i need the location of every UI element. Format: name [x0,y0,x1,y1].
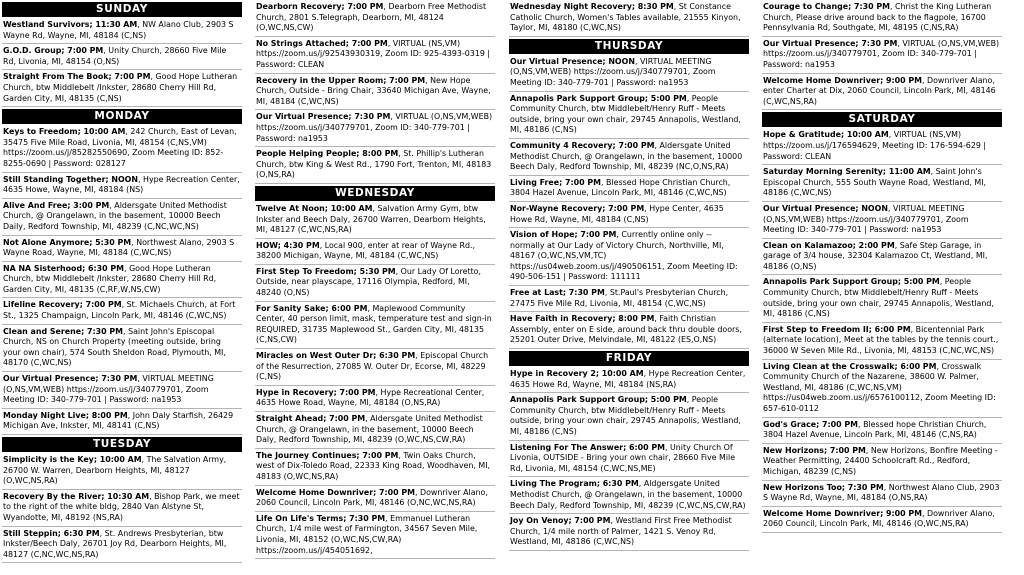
meeting-details: , Episcopal Church of the Resurrection, 27085 W. Outer Dr, Ecorse, MI, 48229 (C,NS) [256,351,489,382]
meeting-details: , St.Paul's Presbyterian Church, 27475 Five Mile Rd, Livonia, MI, 48154 (C,WC,NS) [510,288,729,308]
meeting-title: Wednesday Night Recovery; 8:30 PM [510,2,674,11]
meeting-entry [509,176,749,202]
meeting-details: , The Salvation Army, 26700 W. Warren, Dearborn Heights, MI, 48127 (O,WC,NS,RA) [3,455,227,486]
meeting-entry [2,173,242,199]
meeting-details: , Crosswalk Community Church of the Nazarene, 38600 W. Palmer, Westland, MI, 48186 (C,WC,NS,VM) https://us04web.zoom.us/j/6576100112, Zoom Meeting ID: 657-610-0112 [763,361,996,413]
meeting-title: Have Faith in Recovery; 8:00 PM [510,314,655,324]
column-4 [762,0,1002,575]
meeting-details: , NW Alano Club, 2903 S Wayne Rd, Wayne, MI, 48184 (C,NS) [3,20,234,40]
meeting-title: Straight From The Book; 7:00 PM [3,72,151,82]
meeting-title: First Step To Freedom; 5:30 PM [256,266,396,276]
meeting-entry [762,239,1002,276]
meeting-title: Welcome Home Downriver; 7:00 PM [256,487,416,497]
meeting-title: Keys to Freedom; 10:00 AM [3,127,126,137]
meeting-entry [255,0,495,37]
meeting-title: Community 4 Recovery; 7:00 PM [510,140,655,150]
meeting-title: Living Free; 7:00 PM [510,177,601,187]
meeting-title: Annapolis Park Support Group; 5:00 PM [510,93,687,103]
meeting-title: Recovery By the River; 10:30 AM [3,491,150,501]
meeting-title: Living The Program; 6:30 PM [510,479,639,489]
meeting-entry [2,199,242,236]
meeting-title: Clean and Serene; 7:30 PM [3,326,124,336]
meeting-entry [2,262,242,299]
meeting-details: , Christ the King Lutheran Church, Please drive around back to the flagpole, 16700 Pennsylvania Rd, Southgate, MI, 48195 (C,NS,RA) [763,2,992,33]
day-header: WEDNESDAY [255,186,495,201]
meeting-entry [255,147,495,184]
meeting-entry [762,507,1002,533]
meeting-entry [509,477,749,514]
meeting-entry [255,449,495,486]
meeting-details: , Hype Center, 4635 Howe Rd, Wayne, MI, 48184 (C,NS) [510,203,724,224]
meeting-entry [2,125,242,172]
meeting-title: Twelve At Noon; 10:00 AM [256,203,373,213]
meeting-title: Dearborn Recovery; 7:00 PM [256,2,384,11]
meeting-title: New Horizons; 7:00 PM [763,445,866,455]
meeting-details: , Saint John's Episcopal Church, 555 South Wayne Road, Westland, MI, 48186 (C,WC,NS) [763,167,987,198]
meeting-entry [509,367,749,393]
meeting-details: , Good Hope Lutheran Church, btw Middlebelt /Inkster, 28680 Cherry Hill Rd, Garden City, MI, 48135 (C,RF,W,NS,CW) [3,263,217,294]
meeting-details: , Blessed hope Christian Church, 3804 Hazel Avenue, Lincoln Park, MI, 48146 (C,NS,RA) [763,419,987,440]
meeting-details: , Aldersgate United Methodist Church, @ Orangelawn, in the basement, 10000 Beech Daly, Redford Township, MI, 48239 (O,WC,NS,CW,RA) [256,414,483,445]
meeting-entry [255,37,495,74]
meeting-details: , New Hope Church, Outside - Bring Chair, 33640 Michigan Ave, Wayne, MI, 48184 (C,WC,NS) [256,75,491,106]
meeting-details: , Good Hope Lutheran Church, btw Middlebelt /Inkster, 28680 Cherry Hill Rd, Garden City, MI, 48135 (C,NS) [3,72,238,103]
meeting-title: First Step to Freedom II; 6:00 PM [763,324,911,334]
meeting-title: Miracles on West Outer Dr; 6:30 PM [256,351,416,361]
meeting-entry [509,55,749,92]
meeting-title: Our Virtual Presence; NOON [510,56,635,66]
meeting-title: Courage to Change; 7:30 PM [763,2,890,11]
meeting-entry [509,441,749,478]
meeting-details: , Northwest Alano, 2903 S Wayne Road, Wayne, MI, 48184 (C,WC,NS) [3,237,235,258]
meeting-details: , VIRTUAL MEETING (O,NS,VM,WEB) https://zoom.us/j/340779701, Zoom Meeting ID: 340-779-701 | Password: na1953 [763,203,969,235]
meeting-entry [255,239,495,265]
meeting-entry [2,325,242,372]
meeting-details: , Westland First Free Methodist Church, 1/4 mile north of Palmer, 1421 S. Venoy Rd, Westland, MI, 48186 (C,WC,NS) [510,516,732,547]
meeting-title: Hype in Recovery; 7:00 PM [256,387,376,397]
meeting-details: , VIRTUAL (NS,VM) https://zoom.us/j/92543930319, Zoom ID: 925-4393-0319 | Password: CLEAN [256,38,491,69]
meeting-details: , Emmanuel Lutheran Church, 1/4 mile west of Farmington, 34567 Seven Mile, Livonia, MI, 48152 (O,WC,NS,CW,RA) https://zoom.us/j/454051692, [256,513,478,555]
meeting-title: Our Virtual Presence; 7:30 PM [763,38,898,48]
day-header: FRIDAY [509,351,749,366]
day-header: SATURDAY [762,112,1002,127]
meeting-entry [255,512,495,559]
meeting-details: , Downriver Alano, 2060 Council, Lincoln Park, MI, 48146 (O,WC,NS,RA) [763,508,995,529]
meeting-entry [2,298,242,324]
meeting-title: God's Grace; 7:00 PM [763,419,859,429]
meeting-title: G.O.D. Group; 7:00 PM [3,46,104,56]
meeting-details: , VIRTUAL MEETING (O,NS,VM,WEB) https://zoom.us/j/340779701, Zoom Meeting ID: 340-779-701 | Password: na1953 [510,56,716,87]
meeting-details: , Unity Church, 28660 Five Mile Rd, Livonia, MI, 48154 (O,NS) [3,46,227,66]
meeting-entry [509,228,749,286]
meeting-details: , Blessed Hope Christian Church, 3804 Hazel Avenue, Lincoln Park, MI, 48146 (C,WC,NS) [510,177,731,198]
meeting-title: Free at Last; 7:30 PM [510,288,605,298]
meeting-title: Westland Survivors; 11:30 AM [3,20,138,29]
meeting-entry [2,44,242,70]
meeting-entry [762,74,1002,111]
meeting-title: Saturday Morning Serenity; 11:00 AM [763,167,931,177]
meeting-entry [762,37,1002,74]
meeting-title: Life On Life's Terms; 7:30 PM [256,513,386,523]
meeting-title: Straight Ahead; 7:00 PM [256,414,366,423]
meeting-title: Our Virtual Presence; NOON [763,203,888,213]
column-1 [2,0,242,575]
meeting-title: No Strings Attached; 7:00 PM [256,38,388,48]
meeting-entry [762,275,1002,322]
meeting-entry [762,418,1002,444]
meeting-title: Simplicity is the Key; 10:00 AM [3,455,142,464]
meeting-title: HOW; 4:30 PM [256,240,320,250]
meeting-title: Welcome Home Downriver; 9:00 PM [763,75,923,85]
meeting-details: , 242 Church, East of Levan, 35475 Five Mile Road, Livonia, MI, 48154 (C,NS,VM) https://zoom.us/j/85282550690, Zoom Meeting ID: 852-8255-0690 | Password: 028127 [3,127,237,168]
meeting-entry [509,202,749,228]
meeting-details: , Twin Oaks Church, west of Dix-Toledo Road, 22333 King Road, Woodhaven, MI, 48183 (O,WC,NS,RA) [256,450,491,481]
meeting-title: NA NA Sisterhood; 6:30 PM [3,263,125,273]
meeting-entry [762,202,1002,239]
day-header: SUNDAY [2,2,242,17]
day-header: THURSDAY [509,39,749,54]
meeting-details: , St Constance Catholic Church, Women's Tables available, 21555 Kinyon, Taylor, MI, 48180 (C,WC,NS) [510,2,741,33]
meeting-details: , Northwest Alano Club, 2903 S Wayne Rd, Wayne, MI, 48184 (O,NS,RA) [763,482,1000,503]
meeting-title: Nor-Wayne Recovery; 7:00 PM [510,203,645,213]
meeting-entry [255,386,495,412]
meeting-details: , St. Andrews Presbyterian, btw Inkster/Beech Daly, 26701 Joy Rd, Dearborn Heights, MI, 48127 (C,NC,WC,NS,RA) [3,528,227,559]
day-header: MONDAY [2,109,242,124]
meeting-details: , Salvation Army Gym, btw Inkster and Beech Daly, 26700 Warren, Dearborn Heights, MI, 48127 (C,WC,NS,RA) [256,203,486,235]
meeting-entry [762,128,1002,165]
meeting-details: , VIRTUAL (NS,VM) https://zoom.us/j/176594629, Meeting ID: 176-594-629 | Password: CLEAN [763,130,987,161]
meeting-title: Living Clean at the Crosswalk; 6:00 PM [763,361,937,371]
meeting-details: , Safe Step Garage, in garage of 3/4 house, 32304 Kalamazoo Ct, Westland, MI, 48186 (O,NS) [763,240,988,271]
meeting-title: Still Steppin; 6:30 PM [3,528,100,538]
meeting-title: Annapolis Park Support Group; 5:00 PM [763,277,940,287]
meeting-details: , Our Lady Of Loretto, Outside, near playscape, 17116 Olympia, Redford, MI, 48240 (O,NS) [256,266,482,298]
meeting-title: Our Virtual Presence; 7:30 PM [3,374,138,384]
meeting-details: , Dearborn Free Methodist Church, 2801 S.Telegraph, Dearborn, MI, 48124 (O,WC,NS,CW) [256,2,487,33]
meeting-entry [762,481,1002,507]
meeting-entry [509,514,749,551]
meeting-title: Alive And Free; 3:00 PM [3,200,110,210]
meeting-entry [762,0,1002,37]
meeting-title: Recovery in the Upper Room; 7:00 PM [256,75,426,85]
meeting-details: , Currently online only -- normally at Our Lady of Victory Church, Northville, MI, 48167 (O,WC,NS,VM,TC) https://us04web.zoom.us/j/490506151, Zoom Meeting ID: 490-506-151 | Password: 111111 [510,230,738,282]
meeting-details: , John Daly Starfish, 26429 Michigan Ave, Inkster, MI, 48141 (C,NS) [3,410,234,431]
meeting-details: , People Community Church, btw Middlebelt/Henry Ruff - Meets outside, bring your own chair, 29745 Annapolis, Westland, MI, 48186 (C,NS) [510,395,741,436]
meeting-title: Welcome Home Downriver; 9:00 PM [763,508,923,518]
meeting-entry [255,412,495,449]
meeting-details: , Hype Recreation Center, 4635 Howe Rd, Wayne, MI, 48184 (NS,RA) [510,369,746,389]
meeting-details: , Bishop Park, we meet to the right of the white bldg, 2840 Van Alstyne St, Wyandotte, MI, 48192 (NS,RA) [3,491,240,522]
meeting-title: Annapolis Park Support Group; 5:00 PM [510,395,687,405]
meeting-details: , Local 900, enter at rear of Wayne Rd., 38200 Michigan, Wayne, MI, 48184 (C,WC,NS) [256,240,476,261]
meeting-details: , Hype Recreation Center, 4635 Howe, Wayne, MI, 48184 (NS) [3,174,240,195]
meeting-details: , Downriver Alano, enter Charter at Dix, 2060 Council, Lincoln Park, MI, 48146 (C,WC,NS,RA) [763,75,996,106]
meeting-details: , Downriver Alano, 2060 Council, Lincoln Park, MI, 48146 (O,NC,WC,NS,RA) [256,487,488,508]
meeting-details: , Unity Church Of Livonia, OUTSIDE - Bring your own chair, 28660 Five Mile Rd, Livonia, MI, 48154 (C,WC,NS,ME) [510,442,736,473]
meeting-title: Hype in Recovery 2; 10:00 AM [510,369,644,379]
meeting-entry [2,453,242,490]
meeting-details: , VIRTUAL (O,NS,VM,WEB) https://zoom.us/j/340779701, Zoom ID: 340-779-701 | Password: na1953 [763,38,1000,69]
meeting-entry [255,202,495,239]
meeting-details: , Aldgersgate United Methodist Church, @ Orangelawn, in the basement, 10000 Beech Daly, Redford Township, MI, 48239 (C,WC,NS,CW,RA) [510,479,746,510]
meeting-details: , Aldersgate United Methodist Church, @ Orangelawn, in the basement, 10000 Beech Daly, Redford Township, MI, 48239 (NC,O,NS,RA) [510,140,743,172]
meeting-details: , St. Phillip's Lutheran Church, btw King & West Rd., 1790 Fort, Trenton, MI, 48183 (O,NS,RA) [256,149,492,180]
meeting-title: The Journey Continues; 7:00 PM [256,450,399,460]
column-3 [509,0,749,575]
meeting-entry [255,302,495,349]
meeting-entry [255,486,495,512]
meeting-entry [255,74,495,111]
meeting-title: Lifeline Recovery; 7:00 PM [3,300,122,310]
meeting-title: Still Standing Together; NOON [3,174,138,184]
meeting-title: For Sanity Sake; 6:00 PM [256,303,368,313]
meeting-details: , Hype Recreational Center, 4635 Howe Road, Wayne, MI, 48184 (O,NS,RA) [256,387,485,408]
meeting-entry [2,527,242,564]
meeting-title: Listening For The Answer; 6:00 PM [510,442,665,452]
meeting-entry [255,265,495,302]
meeting-details: , People Community Church, btw Middlebelt/Henry Ruff - Meets outside, bring your own chair, 29745 Annapolis, Westland, MI, 48186 (C,NS) [510,93,741,135]
meeting-details: , People Community Church, btw Middlebelt/Henry Ruff - Meets outside, bring your own chair, 29745 Annapolis, Westland, MI, 48186 (C,NS) [763,277,994,319]
meeting-details: , Faith Christian Assembly, enter on E side, around back thru double doors, 25201 Outer Drive, Melvindale, MI, 48122 (ES,O,NS) [510,314,742,345]
meeting-title: Our Virtual Presence; 7:30 PM [256,112,391,122]
meeting-details: , St. Michaels Church, at Fort St., 1325 Champaign, Lincoln Park, MI, 48146 (C,WC,NS) [3,300,236,321]
meeting-entry [2,490,242,527]
meeting-details: , Bicentennial Park (alternate location), Meet at the tables by the tennis court., 36000 W Seven Mile Rd., Livonia, MI, 48153 (C,NC,WC,NS) [763,324,999,356]
meeting-title: Hope & Gratitude; 10:00 AM [763,130,889,140]
meeting-details: , Aldersgate United Methodist Church, @ Orangelawn, in the basement, 10000 Beech Daily, Redford Township, MI, 48239 (C,NC,WC,NS) [3,200,227,231]
meeting-details: , VIRTUAL (O,NS,VM,WEB) https://zoom.us/j/340779701, Zoom ID: 340-779-701 | Password: na1953 [256,112,493,143]
meeting-title: Vision of Hope; 7:00 PM [510,230,617,240]
meeting-title: Clean on Kalamazoo; 2:00 PM [763,240,895,250]
meeting-title: People Helping People; 8:00 PM [256,149,399,159]
meeting-entry [509,0,749,37]
meeting-entry [509,312,749,349]
meeting-title: Monday Night Live; 8:00 PM [3,410,128,420]
meeting-entry [2,409,242,435]
meeting-entry [2,70,242,107]
meeting-details: , Maplewood Community Center, 40 person limit, mask, temperature test and sign-in REQUIRED, 31735 Maplewood St., Garden City, MI, 48135 (C,NS,CW) [256,303,492,345]
meeting-details: , Saint John's Episcopal Church, NS on Church Property (meeting outside, bring your own chair), 574 South Sheldon Road, Plymouth, MI, 48170 (C,WC,NS) [3,326,226,368]
meeting-entry [2,18,242,44]
column-2 [255,0,495,575]
meeting-entry [2,236,242,262]
meeting-details: , VIRTUAL MEETING (O,NS,VM,WEB) https://zoom.us/j/340779701, Zoom Meeting ID: 340-779-701 | Password: na1953 [3,374,214,405]
meeting-entry [762,165,1002,202]
meeting-entry [255,110,495,147]
meeting-details: , New Horizons, Bonfire Meeting - Weather Permitting, 24400 Schoolcraft Rd., Redford, Michigan, 48239 (C,NS) [763,445,998,476]
meeting-entry [255,349,495,386]
meeting-entry [762,323,1002,360]
meeting-entry [2,372,242,409]
meeting-entry [509,286,749,312]
meeting-title: Not Alone Anymore; 5:30 PM [3,237,132,247]
meeting-title: New Horizons Too; 7:30 PM [763,482,884,492]
meeting-title: Joy On Venoy; 7:00 PM [510,516,611,526]
meeting-entry [762,444,1002,481]
day-header: TUESDAY [2,437,242,452]
meeting-entry [509,139,749,176]
meeting-entry [509,393,749,440]
meeting-entry [762,360,1002,418]
meeting-entry [509,92,749,139]
